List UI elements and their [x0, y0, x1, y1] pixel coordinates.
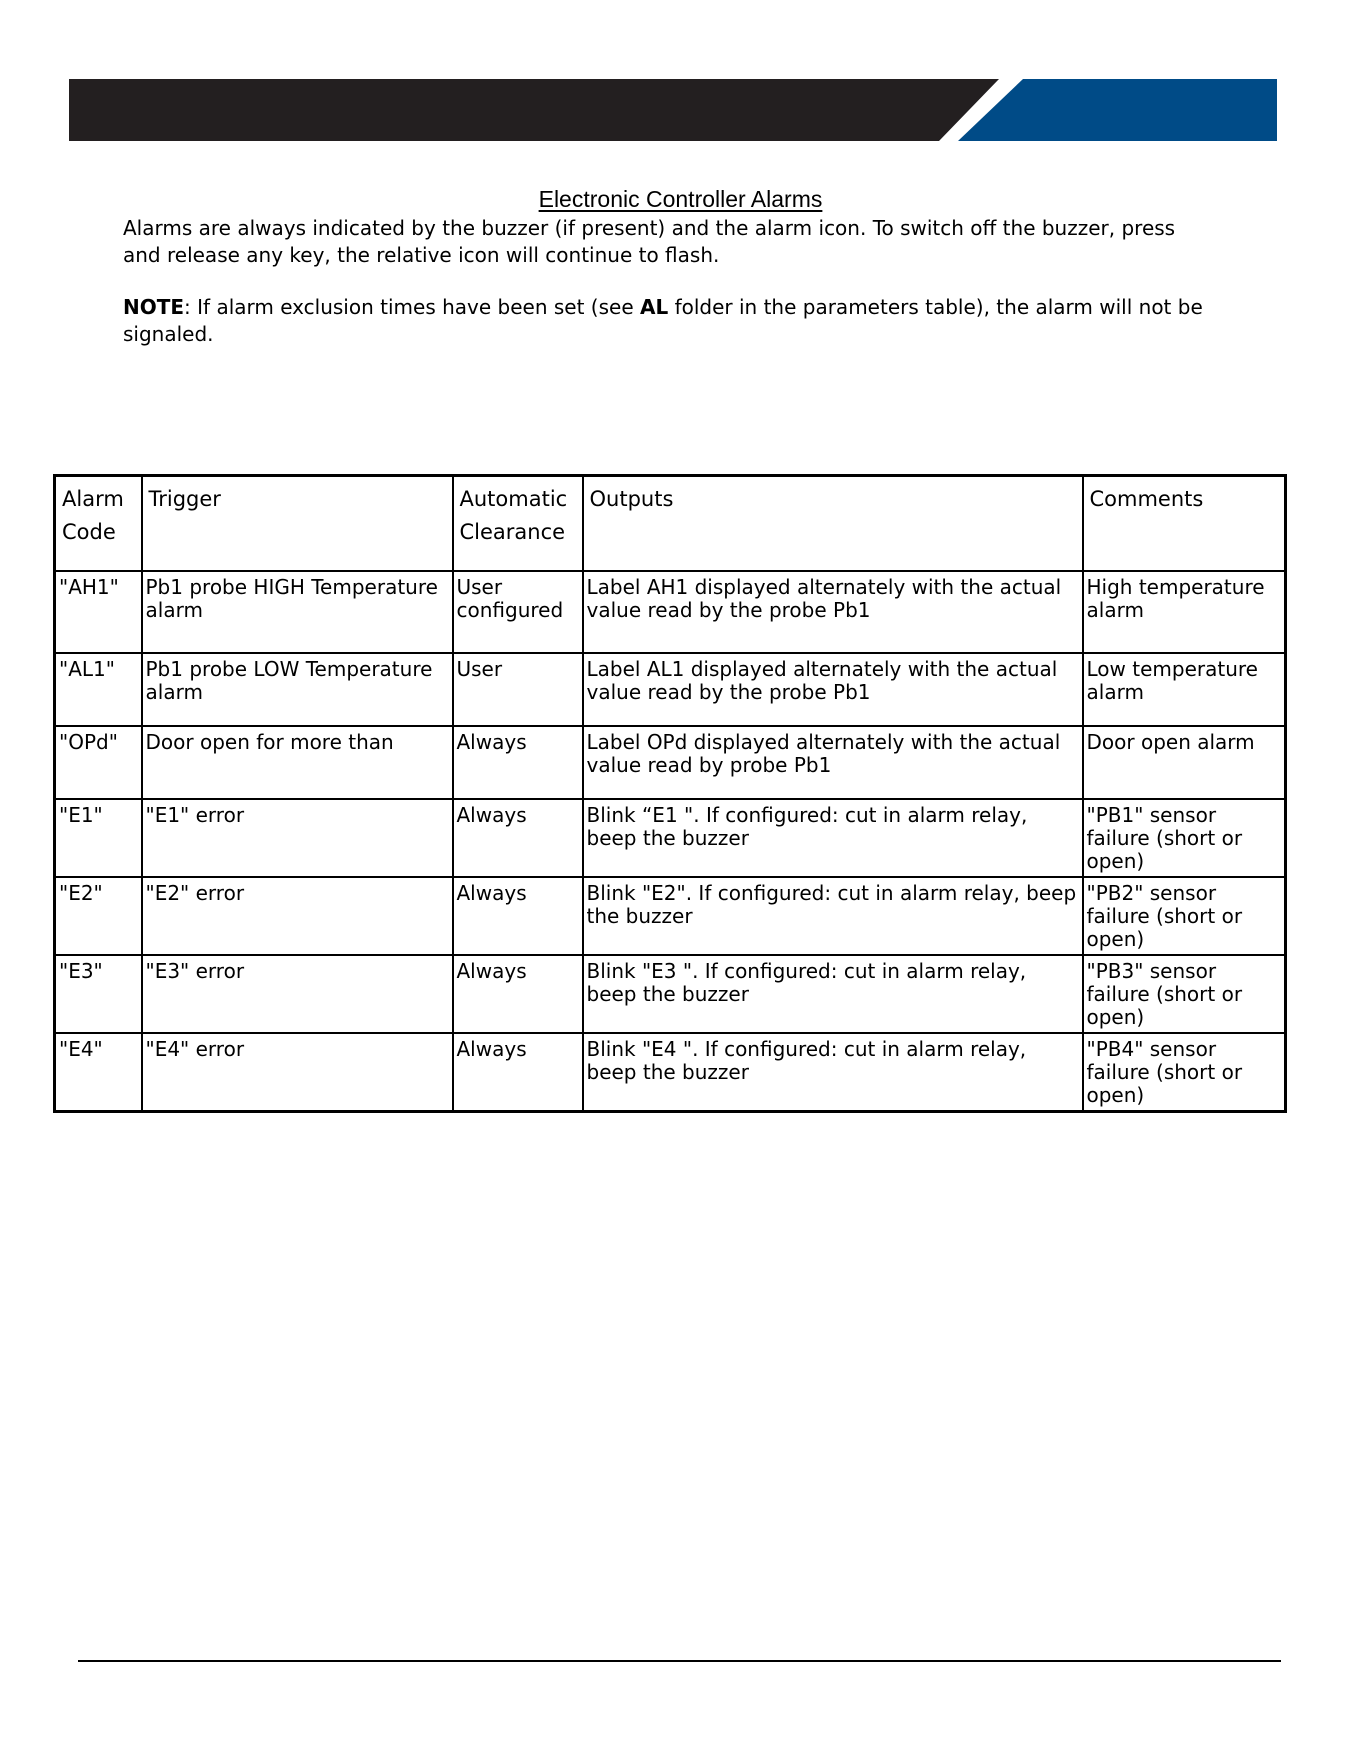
cell-outputs: Blink "E4 ". If configured: cut in alarm relay, beep the buzzer — [583, 1033, 1083, 1112]
cell-clearance: Always — [453, 799, 583, 877]
header-trigger: Trigger — [142, 476, 453, 571]
table-row — [55, 571, 1286, 653]
cell-clearance: User configured — [453, 571, 583, 653]
cell-clearance: Always — [453, 1033, 583, 1112]
header-outputs: Outputs — [583, 476, 1083, 571]
note-paragraph — [123, 294, 1213, 348]
footer-rule — [78, 1660, 1281, 1662]
cell-outputs: Blink "E3 ". If configured: cut in alarm relay, beep the buzzer — [583, 955, 1083, 1033]
cell-code: "E4" — [55, 1033, 142, 1112]
cell-trigger: Door open for more than — [142, 726, 453, 799]
note-text-after: folder in the parameters table), the alarm will not be signaled. — [123, 295, 1203, 346]
table-row — [55, 955, 1286, 1033]
alarms-table — [53, 474, 1287, 1113]
cell-trigger: "E4" error — [142, 1033, 453, 1112]
cell-outputs: Label OPd displayed alternately with the actual value read by probe Pb1 — [583, 726, 1083, 799]
cell-comments: Door open alarm — [1083, 726, 1286, 799]
cell-code: "AH1" — [55, 571, 142, 653]
cell-code: "E3" — [55, 955, 142, 1033]
cell-comments: "PB2" sensor failure (short or open) — [1083, 877, 1286, 955]
page-title: Electronic Controller Alarms — [538, 186, 823, 212]
cell-comments: "PB3" sensor failure (short or open) — [1083, 955, 1286, 1033]
cell-clearance: Always — [453, 726, 583, 799]
cell-comments: "PB1" sensor failure (short or open) — [1083, 799, 1286, 877]
cell-comments: Low temperature alarm — [1083, 653, 1286, 726]
cell-code: "E2" — [55, 877, 142, 955]
cell-outputs: Label AH1 displayed alternately with the actual value read by the probe Pb1 — [583, 571, 1083, 653]
cell-code: "E1" — [55, 799, 142, 877]
note-folder: AL — [639, 295, 669, 319]
header-band — [69, 79, 1277, 141]
header-banner-graphic — [69, 79, 1277, 141]
table-row — [55, 726, 1286, 799]
cell-comments: High temperature alarm — [1083, 571, 1286, 653]
cell-trigger: "E1" error — [142, 799, 453, 877]
table-row — [55, 653, 1286, 726]
table-row — [55, 1033, 1286, 1112]
cell-trigger: "E3" error — [142, 955, 453, 1033]
note-label: NOTE — [123, 295, 185, 319]
cell-clearance: Always — [453, 877, 583, 955]
table-header-row — [55, 476, 1286, 571]
cell-trigger: "E2" error — [142, 877, 453, 955]
note-text-before: : If alarm exclusion times have been set (see — [184, 295, 640, 319]
header-alarm-code: Alarm Code — [55, 476, 142, 571]
cell-clearance: User — [453, 653, 583, 726]
cell-comments: "PB4" sensor failure (short or open) — [1083, 1033, 1286, 1112]
cell-clearance: Always — [453, 955, 583, 1033]
cell-outputs: Blink “E1 ". If configured: cut in alarm relay, beep the buzzer — [583, 799, 1083, 877]
cell-code: "AL1" — [55, 653, 142, 726]
table-row — [55, 877, 1286, 955]
header-accent-band — [958, 79, 1277, 141]
header-automatic-clearance: Automatic Clearance — [453, 476, 583, 571]
header-comments: Comments — [1083, 476, 1286, 571]
header-dark-band — [69, 79, 999, 141]
cell-trigger: Pb1 probe HIGH Temperature alarm — [142, 571, 453, 653]
cell-code: "OPd" — [55, 726, 142, 799]
intro-paragraph: Alarms are always indicated by the buzzer (if present) and the alarm icon. To switch off the buzzer, press and release any key, the relative icon will continue to flash. — [123, 216, 1176, 267]
cell-outputs: Blink "E2". If configured: cut in alarm relay, beep the buzzer — [583, 877, 1083, 955]
cell-trigger: Pb1 probe LOW Temperature alarm — [142, 653, 453, 726]
cell-outputs: Label AL1 displayed alternately with the actual value read by the probe Pb1 — [583, 653, 1083, 726]
table-row — [55, 799, 1286, 877]
